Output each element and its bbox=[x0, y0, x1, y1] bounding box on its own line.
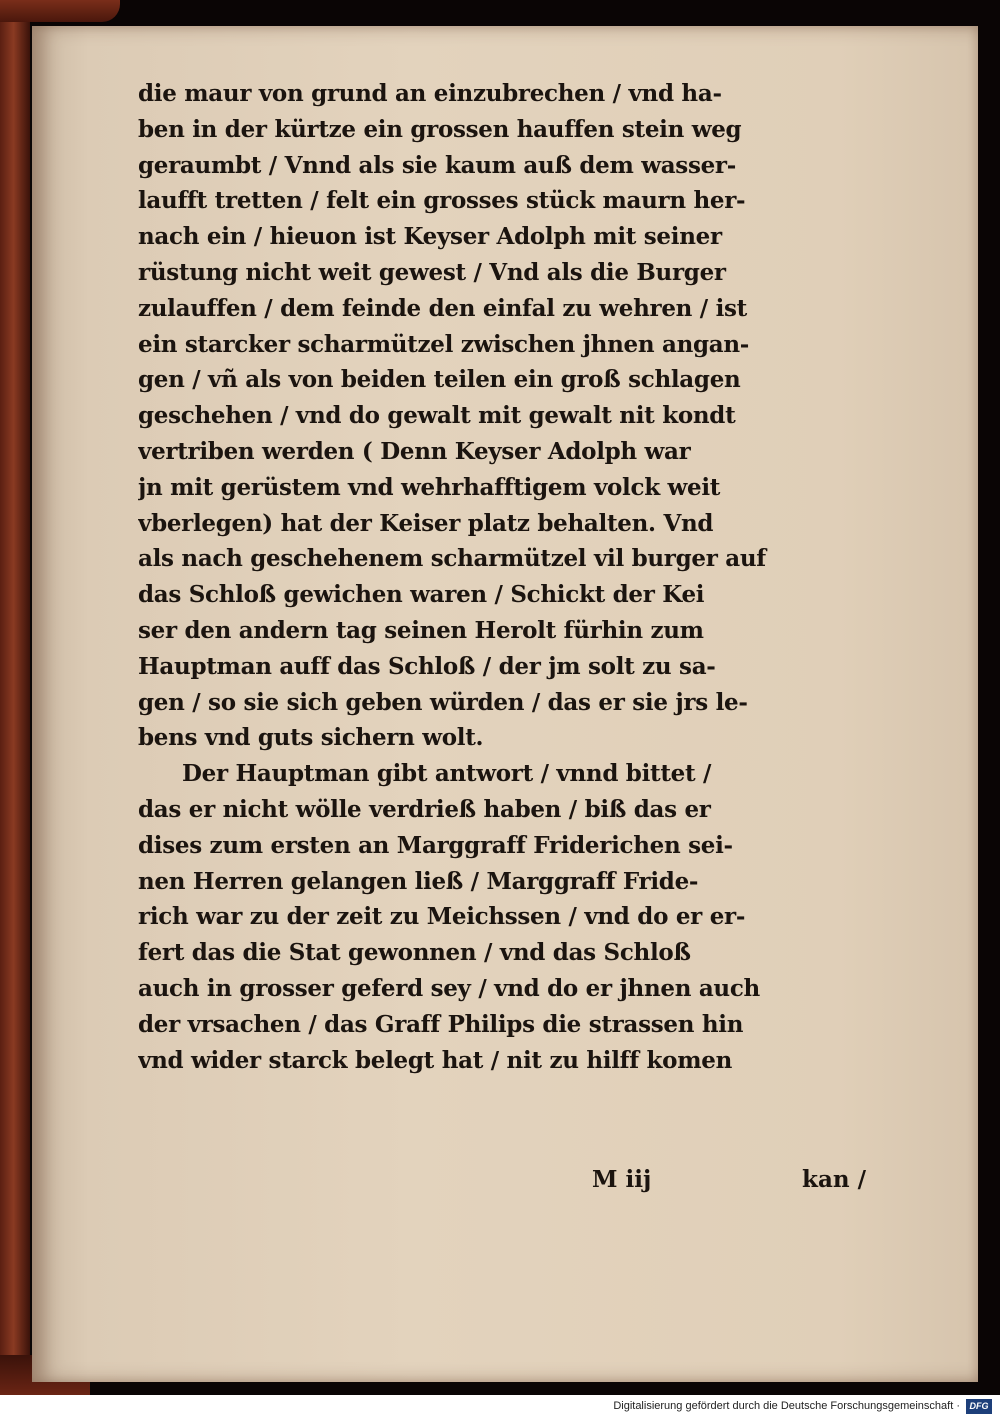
text-line: bens vnd guts sichern wolt. bbox=[138, 724, 484, 752]
page-bottom-line bbox=[138, 1162, 868, 1198]
text-line: rüstung nicht weit gewest / Vnd als die Burger bbox=[138, 258, 726, 286]
text-line: vertriben werden ( Denn Keyser Adolph war bbox=[138, 437, 691, 465]
text-line: die maur von grund an einzubrechen / vnd ha- bbox=[138, 80, 722, 107]
text-line: jn mit gerüstem vnd wehrhafftigem volck weit bbox=[138, 473, 721, 501]
text-line: der vrsachen / das Graff Philips die strassen hin bbox=[138, 1010, 744, 1038]
text-line: nach ein / hieuon ist Keyser Adolph mit seiner bbox=[138, 223, 722, 251]
text-line: geraumbt / Vnnd als sie kaum auß dem wasser- bbox=[138, 151, 736, 179]
text-line: nen Herren gelangen ließ / Marggraff Fride- bbox=[138, 867, 699, 895]
catchword: kan / bbox=[802, 1166, 866, 1193]
text-line: das er nicht wölle verdrieß haben / biß das er bbox=[138, 795, 711, 823]
text-line: rich war zu der zeit zu Meichssen / vnd do er er- bbox=[138, 903, 746, 931]
text-line: gen / vñ als von beiden teilen ein groß schlagen bbox=[138, 366, 741, 394]
text-line: ben in der kürtze ein grossen hauffen stein weg bbox=[138, 115, 742, 143]
dfg-logo: DFG bbox=[966, 1399, 992, 1414]
text-line: geschehen / vnd do gewalt mit gewalt nit kondt bbox=[138, 402, 736, 430]
book-cover-corner-top bbox=[0, 0, 120, 22]
footer-bar bbox=[0, 1395, 1000, 1420]
book-page bbox=[32, 26, 978, 1382]
page-text bbox=[138, 76, 868, 1078]
text-line: als nach geschehenem scharmützel vil burger auf bbox=[138, 545, 766, 573]
text-line: fert das die Stat gewonnen / vnd das Schloß bbox=[138, 939, 691, 967]
text-line: Hauptman auff das Schloß / der jm solt zu sa- bbox=[138, 652, 716, 680]
signature-mark: M iij bbox=[592, 1166, 652, 1193]
text-line: ser den andern tag seinen Herolt fürhin zum bbox=[138, 616, 704, 644]
funding-credit: Digitalisierung gefördert durch die Deutsche Forschungsgemeinschaft · bbox=[613, 1400, 960, 1412]
text-line: gen / so sie sich geben würden / das er sie jrs le- bbox=[138, 688, 748, 716]
text-line: das Schloß gewichen waren / Schickt der Kei bbox=[138, 581, 705, 609]
text-line: vberlegen) hat der Keiser platz behalten. Vnd bbox=[138, 509, 714, 537]
paragraph-start-line: Der Hauptman gibt antwort / vnnd bittet / bbox=[182, 760, 712, 788]
text-line: zulauffen / dem feinde den einfal zu wehren / ist bbox=[138, 294, 747, 322]
text-line: auch in grosser geferd sey / vnd do er jhnen auch bbox=[138, 974, 760, 1002]
text-line: dises zum ersten an Marggraff Friderichen sei- bbox=[138, 831, 733, 859]
book-binding-edge bbox=[0, 0, 30, 1395]
text-line: vnd wider starck belegt hat / nit zu hilff komen bbox=[138, 1046, 732, 1074]
text-line: ein starcker scharmützel zwischen jhnen angan- bbox=[138, 330, 750, 358]
text-line: laufft tretten / felt ein grosses stück maurn her- bbox=[138, 187, 746, 215]
